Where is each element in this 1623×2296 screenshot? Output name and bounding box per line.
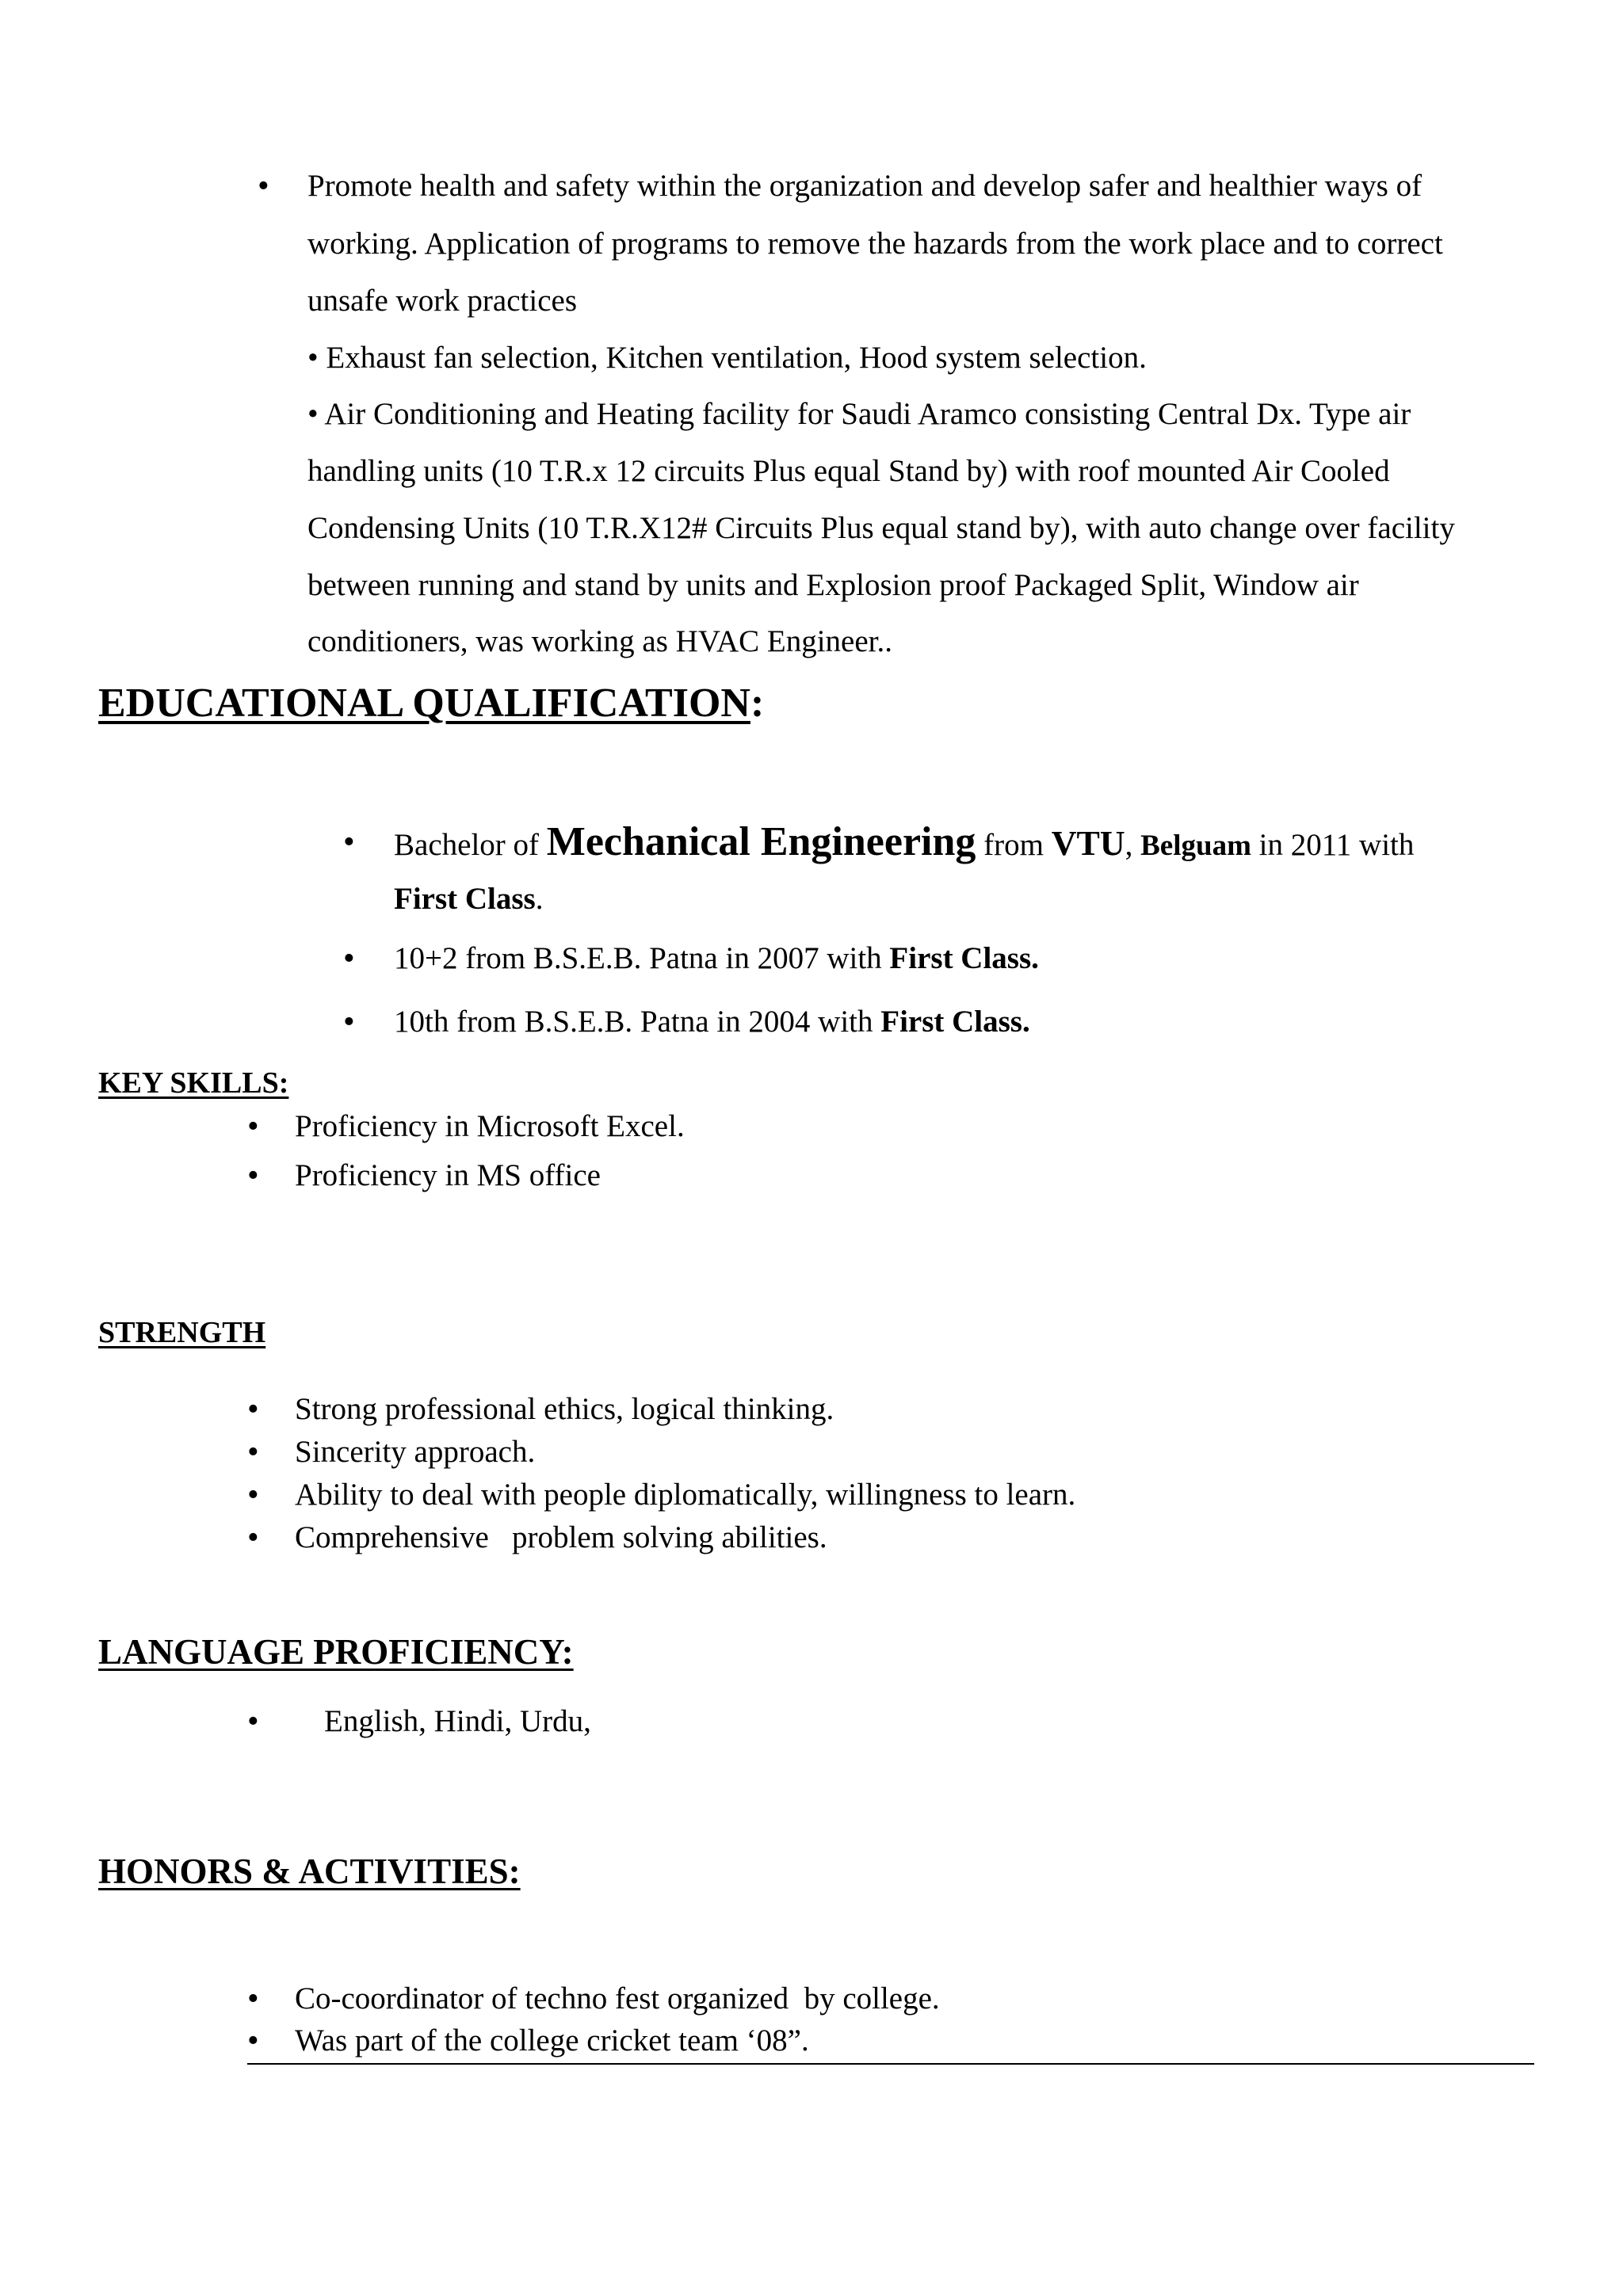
bullet-icon: •: [343, 1004, 355, 1040]
bullet-icon: •: [247, 1391, 259, 1428]
text: .: [535, 882, 544, 916]
list-item: Proficiency in Microsoft Excel.: [295, 1109, 685, 1143]
text: Bachelor of: [394, 828, 547, 862]
bullet-icon: •: [247, 1703, 259, 1740]
bullet-icon: •: [247, 2023, 259, 2059]
experience-line: unsafe work practices: [307, 284, 578, 318]
bullet-icon: •: [247, 1158, 259, 1194]
list-item: Comprehensive problem solving abilities.: [295, 1520, 827, 1554]
text: 10th from B.S.E.B. Patna in 2004 with: [394, 1005, 881, 1039]
bullet-icon: •: [247, 1477, 259, 1513]
honors-heading: HONORS & ACTIVITIES:: [98, 1852, 521, 1891]
city-name: Belguam: [1140, 830, 1251, 862]
text: 10+2 from B.S.E.B. Patna in 2007 with: [394, 941, 890, 975]
class-text: First Class.: [889, 941, 1039, 975]
education-heading: [98, 680, 764, 727]
list-item: Proficiency in MS office: [295, 1158, 601, 1192]
education-item-10th: [394, 1004, 1030, 1040]
experience-line: between running and stand by units and Explosion proof Packaged Split, Window air: [307, 568, 1359, 602]
bullet-icon: •: [343, 940, 355, 977]
bullet-icon: •: [258, 168, 269, 204]
strength-heading: STRENGTH: [98, 1316, 266, 1349]
experience-line: Promote health and safety within the organization and develop safer and healthier ways of: [307, 169, 1423, 203]
education-item-degree: [394, 819, 1415, 864]
list-item: Strong professional ethics, logical thinking.: [295, 1392, 834, 1426]
experience-line: working. Application of programs to remove the hazards from the work place and to correct: [307, 227, 1443, 261]
education-heading-colon: :: [750, 681, 765, 726]
degree-name: Mechanical Engineering: [546, 819, 976, 864]
bullet-icon: •: [247, 1520, 259, 1556]
university-name: VTU: [1051, 824, 1125, 863]
list-item: English, Hindi, Urdu,: [324, 1704, 591, 1738]
list-item: Was part of the college cricket team ‘08”.: [295, 2023, 809, 2058]
bullet-icon: •: [247, 1981, 259, 2017]
experience-line: conditioners, was working as HVAC Engineer..: [307, 624, 893, 658]
key-skills-heading: KEY SKILLS:: [98, 1066, 289, 1100]
bullet-icon: •: [343, 824, 355, 860]
experience-line: • Air Conditioning and Heating facility for Saudi Aramco consisting Central Dx. Type air: [307, 397, 1411, 431]
list-item: Ability to deal with people diplomatically, willingness to learn.: [295, 1478, 1076, 1512]
education-item-12th: [394, 940, 1039, 977]
experience-line: Condensing Units (10 T.R.X12# Circuits Plus equal stand by), with auto change over facility: [307, 511, 1455, 545]
experience-line: handling units (10 T.R.x 12 circuits Plus equal Stand by) with roof mounted Air Cooled: [307, 454, 1390, 488]
bullet-icon: •: [247, 1108, 259, 1145]
bullet-icon: •: [247, 1434, 259, 1470]
class-text: First Class.: [880, 1005, 1030, 1039]
class-text: First Class: [394, 882, 536, 916]
education-item-degree-class: [394, 881, 544, 917]
experience-line: • Exhaust fan selection, Kitchen ventilation, Hood system selection.: [307, 341, 1147, 375]
text: from: [976, 828, 1052, 862]
text: ,: [1125, 828, 1141, 862]
text: in 2011 with: [1251, 828, 1415, 862]
list-item: Sincerity approach.: [295, 1435, 536, 1469]
education-heading-text: EDUCATIONAL QUALIFICATION: [98, 681, 750, 726]
horizontal-divider: [247, 2063, 1534, 2065]
language-heading: LANGUAGE PROFICIENCY:: [98, 1632, 574, 1672]
list-item: Co-coordinator of techno fest organized by college.: [295, 1981, 940, 2016]
